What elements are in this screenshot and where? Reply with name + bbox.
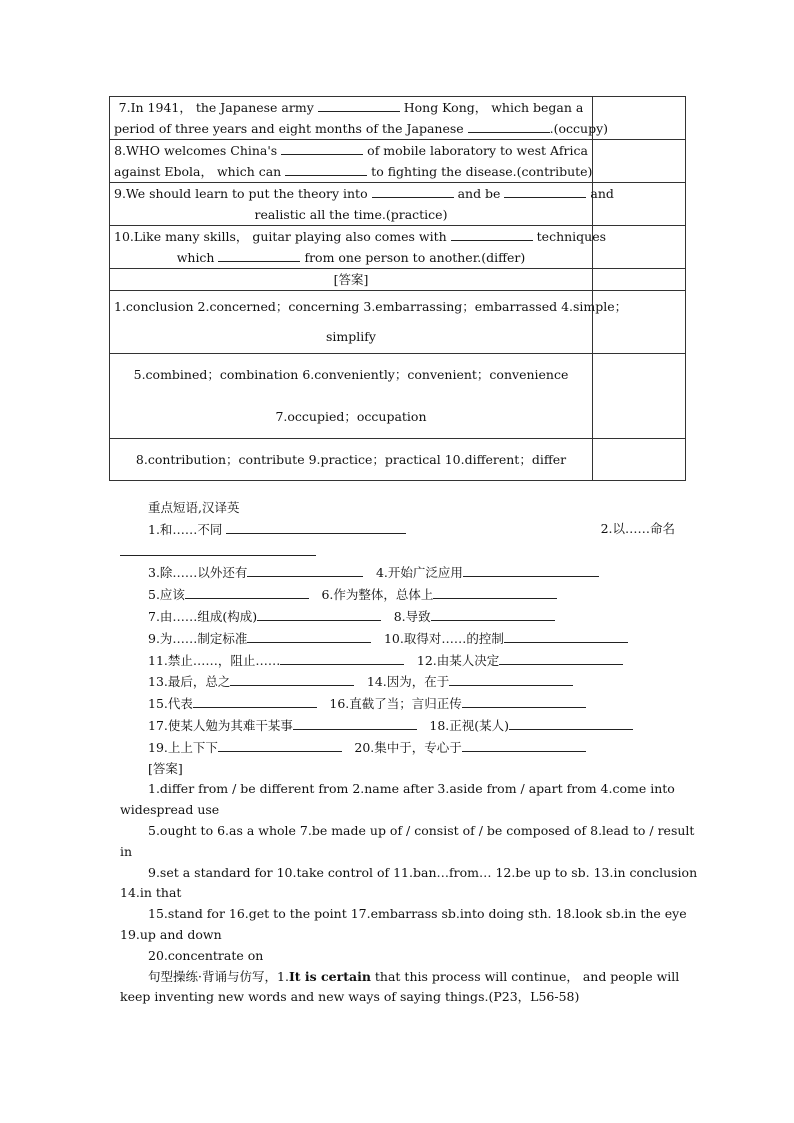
phrase-answer-cont: in [120, 843, 133, 859]
answer-blank[interactable] [318, 97, 400, 112]
answer-blank[interactable] [218, 737, 342, 752]
table-row [110, 439, 686, 481]
phrase-row: 19.上上下下 20.集中于，专心于 [120, 737, 675, 759]
table-side-cell [593, 140, 686, 183]
table-row [110, 226, 686, 269]
answer-cell: 8.contribution；contribute 9.practice；practical 10.different；differ [110, 439, 593, 481]
answer-blank[interactable] [504, 628, 628, 643]
answer-blank[interactable] [257, 606, 381, 621]
answer-blank[interactable] [285, 161, 367, 176]
answer-blank[interactable] [281, 140, 363, 155]
table-side-cell [593, 439, 686, 481]
answer-blank[interactable] [372, 183, 454, 198]
table-side-cell [593, 269, 686, 291]
phrase-section [120, 498, 698, 1008]
exercise-8: 8.WHO welcomes China's of mobile laboratory to west Africa against Ebola， which can to fighting the disease.(contribute) [110, 140, 593, 183]
answer-blank[interactable] [462, 693, 586, 708]
answer-blank[interactable] [431, 606, 555, 621]
table-side-cell [593, 354, 686, 439]
answer-header: [答案] [148, 760, 183, 776]
exercise-7: 7.In 1941， the Japanese army Hong Kong， which began a period of three years and eight months of the Japanese .(occupy) [110, 97, 593, 140]
table-row [110, 183, 686, 226]
phrase-answer-cont: widespread use [120, 802, 220, 818]
phrase-row: 1.和……不同 2.以……命名 [148, 520, 675, 537]
phrase-answer-cont: 14.in that [120, 885, 182, 901]
phrase-row: 13.最后，总之 14.因为，在于 [120, 671, 675, 693]
answer-blank[interactable] [509, 715, 633, 730]
table-row [110, 140, 686, 183]
phrase-answer: 1.differ from / be different from 2.name after 3.aside from / apart from 4.come into [148, 781, 675, 797]
answer-blank[interactable] [185, 584, 309, 599]
phrase-answer: 9.set a standard for 10.take control of 11.ban…from… 12.be up to sb. 13.in conclusion [148, 864, 698, 880]
phrase-answer-cont: 19.up and down [120, 926, 222, 942]
phrase-answer: 20.concentrate on [148, 947, 264, 963]
table-row [110, 269, 686, 291]
answer-header: [答案] [110, 269, 593, 291]
answer-blank[interactable] [504, 183, 586, 198]
answer-blank[interactable] [247, 562, 363, 577]
exercise-9: 9.We should learn to put the theory into and be and realistic all the time.(practice) [110, 183, 593, 226]
table-row [110, 291, 686, 354]
answer-blank[interactable] [293, 715, 417, 730]
answer-blank[interactable] [247, 628, 371, 643]
exercise-table [109, 96, 686, 481]
exercise-10: 10.Like many skills， guitar playing also comes with techniques which from one person to another.(differ) [110, 226, 593, 269]
answer-cell: 1.conclusion 2.concerned；concerning 3.embarrassing；embarrassed 4.simple； simplify [110, 291, 593, 354]
answer-blank[interactable] [451, 226, 533, 241]
answer-blank[interactable] [120, 541, 316, 556]
answer-blank[interactable] [230, 671, 354, 686]
phrase-row: 7.由……组成(构成) 8.导致 [120, 606, 675, 628]
answer-blank[interactable] [433, 584, 557, 599]
answer-blank[interactable] [449, 671, 573, 686]
answer-blank[interactable] [218, 247, 300, 262]
sentence-drill-cont: keep inventing new words and new ways of saying things.(P23，L56-58) [120, 989, 580, 1005]
phrase-answer: 15.stand for 16.get to the point 17.embarrass sb.into doing sth. 18.look sb.in the eye [148, 906, 687, 922]
phrase-row: 5.应该 6.作为整体，总体上 [120, 584, 675, 606]
sentence-drill: 句型操练·背诵与仿写，1.It is certain that this process will continue， and people will [148, 968, 680, 984]
phrase-row: 17.使某人勉为其难干某事 18.正视(某人) [120, 715, 675, 737]
answer-blank[interactable] [280, 650, 404, 665]
phrase-answer: 5.ought to 6.as a whole 7.be made up of / consist of / be composed of 8.lead to / result [148, 822, 695, 838]
table-side-cell [593, 226, 686, 269]
phrase-row: 3.除……以外还有 4.开始广泛应用 [120, 562, 675, 584]
answer-blank[interactable] [226, 519, 406, 534]
section-heading: 重点短语,汉译英 [148, 500, 240, 515]
answer-blank[interactable] [193, 693, 317, 708]
phrase-row [120, 541, 675, 563]
answer-blank[interactable] [499, 650, 623, 665]
table-row [110, 97, 686, 140]
answer-blank[interactable] [468, 118, 550, 133]
answer-cell: 5.combined；combination 6.conveniently；convenient；convenience 7.occupied；occupation [110, 354, 593, 439]
answer-blank[interactable] [462, 737, 586, 752]
phrase-row: 15.代表 16.直截了当；言归正传 [120, 693, 675, 715]
phrase-row: 9.为……制定标准 10.取得对……的控制 [120, 628, 675, 650]
phrase-row: 11.禁止……，阻止…… 12.由某人决定 [120, 650, 675, 672]
answer-blank[interactable] [463, 562, 599, 577]
table-row [110, 354, 686, 439]
